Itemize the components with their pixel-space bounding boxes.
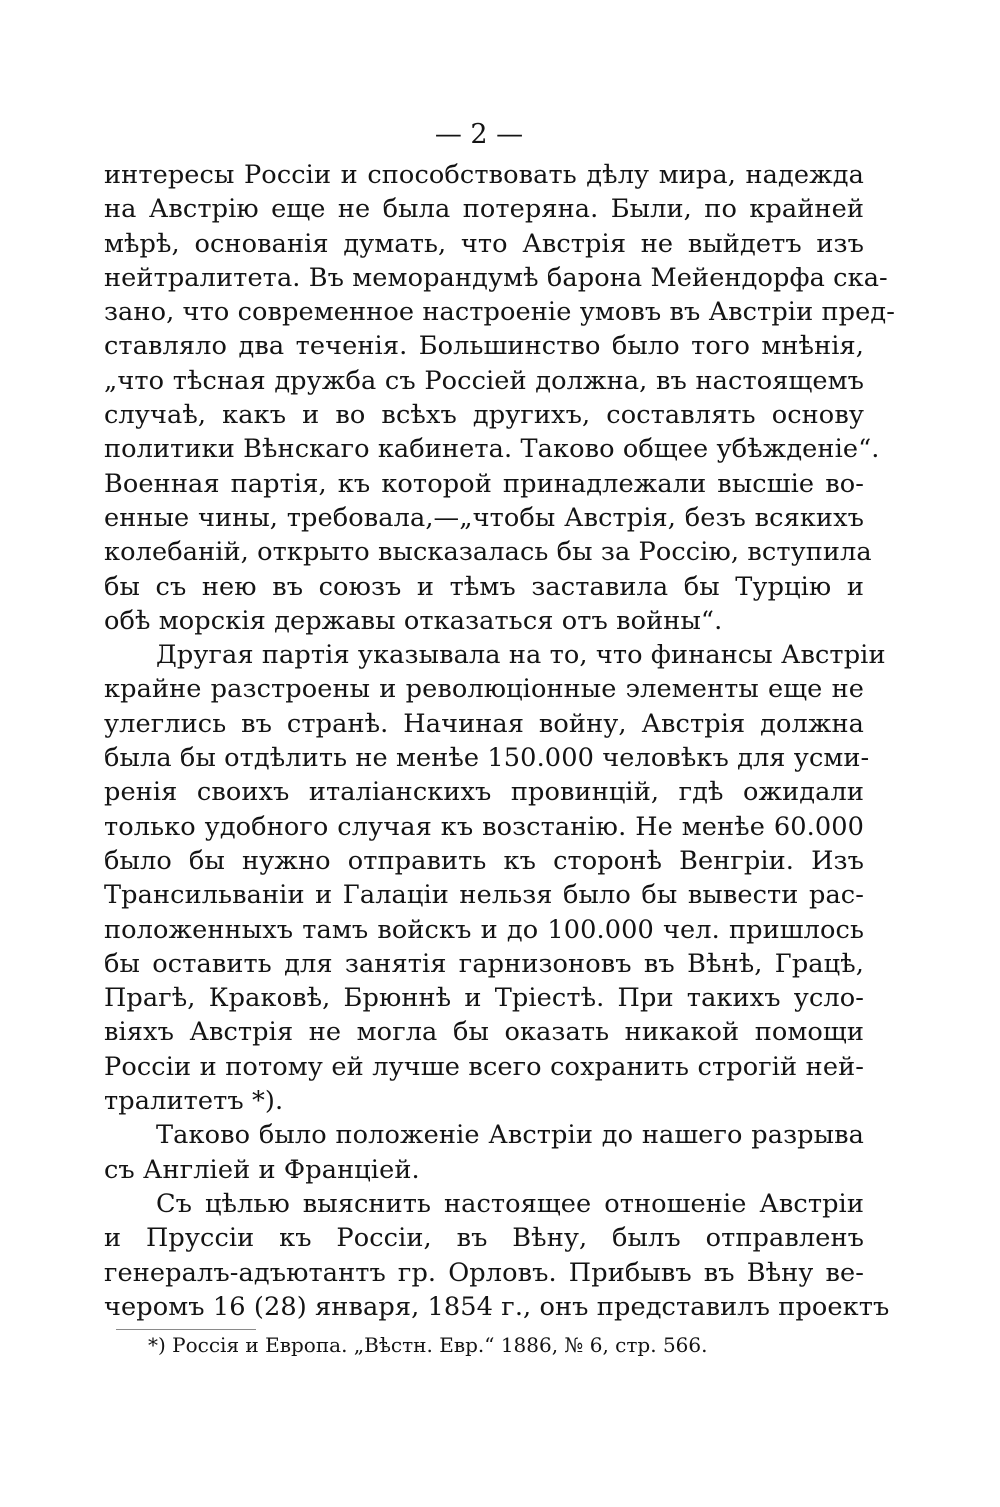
- text-line: интересы Россіи и способствовать дѣлу мира, надежда: [104, 160, 864, 190]
- text-line: зано, что современное настроеніе умовъ въ Австріи пред-: [104, 297, 895, 328]
- text-line: съ Англіей и Франціей.: [104, 1154, 420, 1185]
- text-line: „что тѣсная дружба съ Россіей должна, въ настоящемъ: [104, 365, 864, 396]
- text-line: Другая партія указывала на то, что финансы Австріи: [156, 640, 886, 671]
- page-number: — 2 —: [434, 119, 524, 150]
- text-line: колебаній, открыто высказалась бы за Россію, вступила: [104, 537, 872, 568]
- text-line: бы оставить для занятія гарнизоновъ въ Вѣнѣ, Грацѣ,: [104, 948, 864, 979]
- body-text: [104, 158, 895, 1324]
- text-line: политики Вѣнскаго кабинета. Таково общее убѣжденіе“.: [104, 434, 880, 465]
- text-line: енные чины, требовала,—„чтобы Австрія, безъ всякихъ: [104, 502, 864, 533]
- text-line: случаѣ, какъ и во всѣхъ другихъ, составлять основу: [104, 400, 864, 431]
- text-line: была бы отдѣлить не менѣе 150.000 человѣкъ для усми-: [104, 743, 870, 774]
- text-line: ренія своихъ италіанскихъ провинцій, гдѣ ожидали: [104, 777, 864, 808]
- text-line: и Пруссіи къ Россіи, въ Вѣну, былъ отправленъ: [104, 1223, 864, 1254]
- book-page: [104, 112, 895, 1360]
- text-line: мѣрѣ, основанія думать, что Австрія не выйдетъ изъ: [104, 228, 864, 259]
- text-line: Россіи и потому ей лучше всего сохранить строгій ней-: [104, 1051, 864, 1082]
- text-line: черомъ 16 (28) января, 1854 г., онъ представилъ проектъ: [104, 1291, 890, 1322]
- text-line: віяхъ Австрія не могла бы оказать никакой помощи: [104, 1017, 864, 1048]
- text-line: улеглись въ странѣ. Начиная войну, Австрія должна: [104, 708, 864, 739]
- text-line: Прагѣ, Краковѣ, Брюннѣ и Тріестѣ. При такихъ усло-: [104, 983, 864, 1014]
- text-line: ставляло два теченія. Большинство было того мнѣнія,: [104, 331, 864, 362]
- text-line: Съ цѣлью выяснить настоящее отношеніе Австріи: [156, 1188, 864, 1219]
- text-line: обѣ морскія державы отказаться отъ войны“.: [104, 605, 723, 636]
- text-line: положенныхъ тамъ войскъ и до 100.000 чел. пришлось: [104, 914, 864, 945]
- text-line: Военная партія, къ которой принадлежали высшіе во-: [104, 468, 864, 499]
- footnote: *) Россія и Европа. „Вѣстн. Евр.“ 1886, № 6, стр. 566.: [148, 1333, 708, 1358]
- text-line: только удобного случая къ возстанію. Не менѣе 60.000: [104, 811, 864, 842]
- text-line: тралитетъ *).: [104, 1086, 284, 1117]
- text-line: Таково было положеніе Австріи до нашего разрыва: [156, 1120, 864, 1151]
- text-line: на Австрію еще не была потеряна. Были, по крайней: [104, 194, 864, 225]
- text-line: бы съ нею въ союзъ и тѣмъ заставила бы Турцію и: [104, 571, 864, 602]
- text-line: генералъ-адъютантъ гр. Орловъ. Прибывъ въ Вѣну ве-: [104, 1257, 864, 1288]
- text-line: Трансильваніи и Галаціи нельзя было бы вывести рас-: [104, 880, 864, 911]
- text-line: было бы нужно отправить къ сторонѣ Венгріи. Изъ: [104, 845, 864, 876]
- text-line: нейтралитета. Въ меморандумѣ барона Мейендорфа ска-: [104, 262, 888, 293]
- text-line: крайне разстроены и революціонные элементы еще не: [104, 674, 864, 705]
